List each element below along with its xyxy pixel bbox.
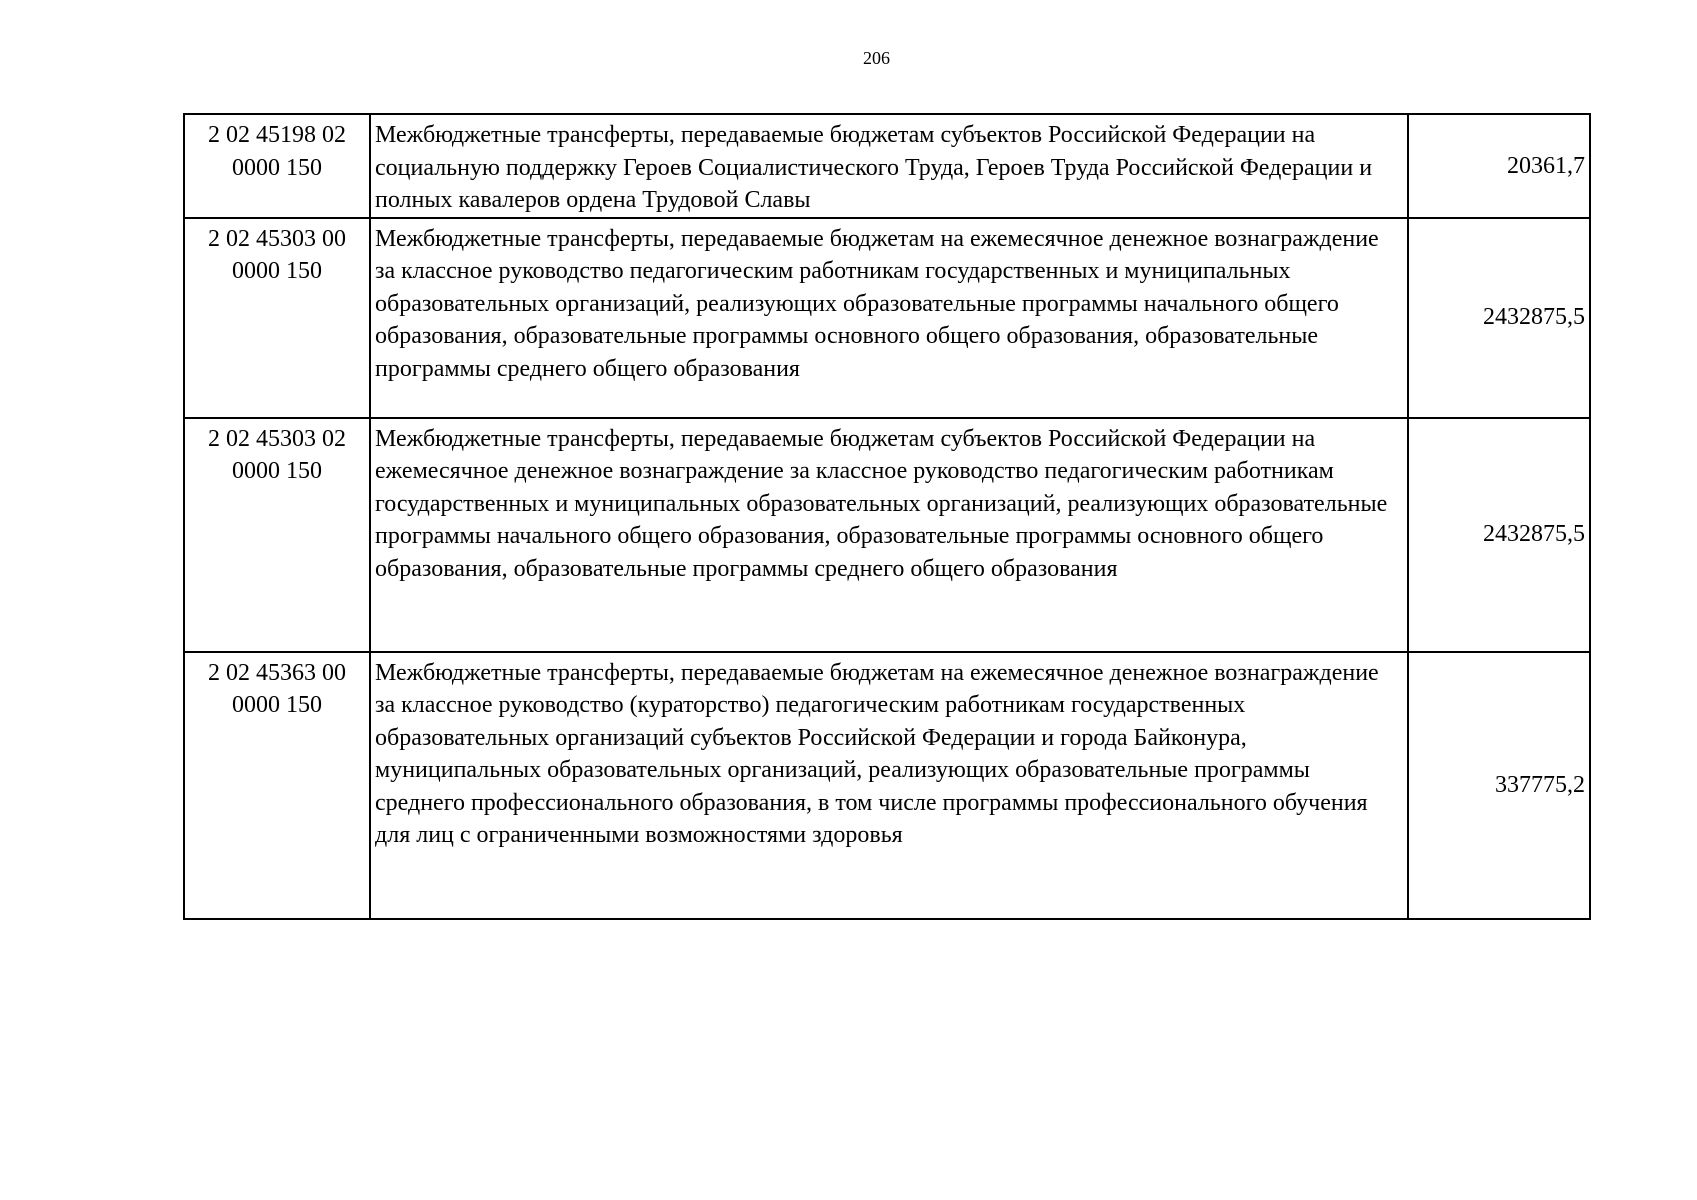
code-line: 0000 150 [232, 154, 322, 181]
code-line: 0000 150 [232, 692, 322, 718]
code-line: 0000 150 [232, 258, 322, 284]
amount-cell: 2432875,5 [1408, 218, 1590, 418]
code-line: 2 02 45303 00 [208, 225, 346, 252]
description-cell: Межбюджетные трансферты, передаваемые бюджетам на ежемесячное денежное вознаграждение за классное руководство педагогическим работникам государственных и муниципальных образовательных организаций, реализующих образовательные программы начального общего образования, образовательные программы основного общего образования, образовательные программы среднего общего образования [370, 218, 1408, 418]
table-row [184, 114, 1590, 218]
description-cell: Межбюджетные трансферты, передаваемые бюджетам на ежемесячное денежное вознаграждение за классное руководство (кураторство) педагогическим работникам государственных образовательных организаций субъектов Российской Федерации и города Байконура, муниципальных образовательных организаций, реализующих образовательные программы среднего профессионального образования, в том числе программы профессионального обучения для лиц с ограниченными возможностями здоровья [370, 652, 1408, 919]
table-row [184, 218, 1590, 418]
amount-cell: 2432875,5 [1408, 418, 1590, 652]
description-cell: Межбюджетные трансферты, передаваемые бюджетам субъектов Российской Федерации на ежемесячное денежное вознаграждение за классное руководство педагогическим работникам государственных и муниципальных образовательных организаций, реализующих образовательные программы начального общего образования, образовательные программы основного общего образования, образовательные программы среднего общего образования [370, 418, 1408, 652]
description-cell: Межбюджетные трансферты, передаваемые бюджетам субъектов Российской Федерации на социальную поддержку Героев Социалистического Труда, Героев Труда Российской Федерации и полных кавалеров ордена Трудовой Славы [370, 114, 1408, 218]
code-line: 2 02 45303 02 [208, 425, 346, 452]
code-line: 2 02 45198 02 [208, 122, 346, 148]
table-row [184, 652, 1590, 919]
code-line: 0000 150 [232, 458, 322, 484]
table-row [184, 418, 1590, 652]
page-number: 206 [863, 48, 890, 68]
code-cell [184, 652, 370, 919]
code-cell [184, 218, 370, 418]
code-cell [184, 114, 370, 218]
code-line: 2 02 45363 00 [208, 659, 346, 686]
amount-cell: 20361,7 [1408, 114, 1590, 218]
amount-cell: 337775,2 [1408, 652, 1590, 919]
budget-table [183, 113, 1591, 920]
code-cell [184, 418, 370, 652]
